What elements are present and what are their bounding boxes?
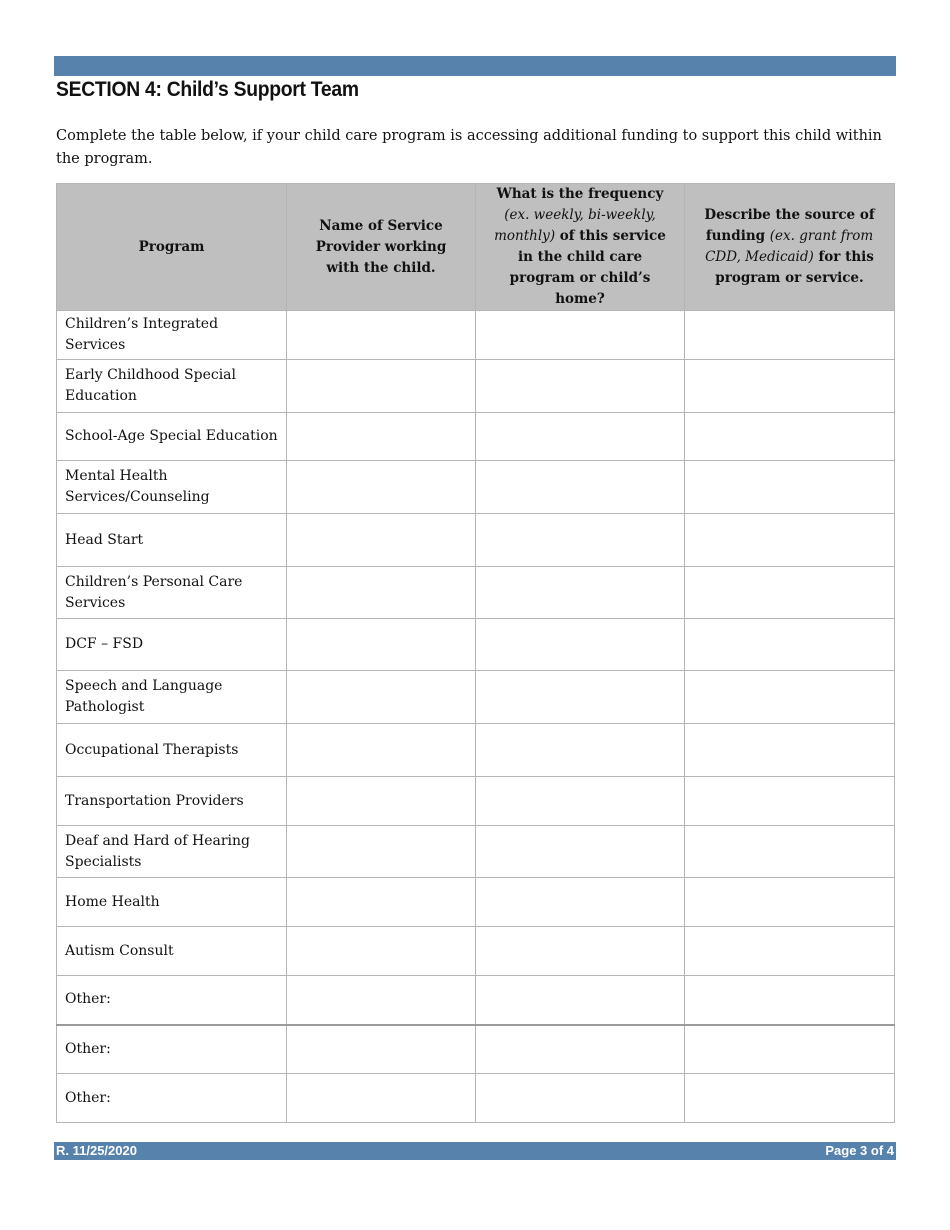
program-cell: Home Health: [57, 878, 287, 927]
program-cell: Speech and Language Pathologist: [57, 671, 287, 724]
provider-cell[interactable]: [287, 461, 476, 514]
frequency-cell[interactable]: [476, 461, 685, 514]
frequency-cell[interactable]: [476, 514, 685, 567]
header-program: Program: [57, 184, 287, 311]
header-provider: Name of Service Provider working with the child.: [287, 184, 476, 311]
program-cell: School-Age Special Education: [57, 413, 287, 461]
frequency-cell[interactable]: [476, 360, 685, 413]
frequency-cell[interactable]: [476, 1025, 685, 1074]
program-cell: DCF – FSD: [57, 619, 287, 671]
page-number: Page 3 of 4: [825, 1143, 894, 1158]
table-row: [57, 878, 895, 927]
provider-cell[interactable]: [287, 878, 476, 927]
frequency-cell[interactable]: [476, 619, 685, 671]
provider-cell[interactable]: [287, 567, 476, 619]
header-frequency-post: of this service in the child care program or child’s home?: [509, 228, 666, 307]
table-row: [57, 1074, 895, 1123]
funding-cell[interactable]: [685, 413, 895, 461]
frequency-cell[interactable]: [476, 413, 685, 461]
frequency-cell[interactable]: [476, 1074, 685, 1123]
header-funding-post: for this program or service.: [715, 249, 874, 286]
header-funding-examples: (ex. grant from CDD, Medicaid): [705, 228, 874, 265]
table-row: [57, 619, 895, 671]
frequency-cell[interactable]: [476, 777, 685, 826]
funding-cell[interactable]: [685, 777, 895, 826]
funding-cell[interactable]: [685, 311, 895, 360]
support-team-table: [56, 183, 895, 1123]
funding-cell[interactable]: [685, 878, 895, 927]
provider-cell[interactable]: [287, 826, 476, 878]
program-cell: Deaf and Hard of Hearing Specialists: [57, 826, 287, 878]
program-cell: Mental Health Services/Counseling: [57, 461, 287, 514]
funding-cell[interactable]: [685, 514, 895, 567]
table-row: [57, 311, 895, 360]
table-row: [57, 976, 895, 1025]
funding-cell[interactable]: [685, 976, 895, 1025]
provider-cell[interactable]: [287, 514, 476, 567]
funding-cell[interactable]: [685, 826, 895, 878]
funding-cell[interactable]: [685, 671, 895, 724]
funding-cell[interactable]: [685, 1074, 895, 1123]
frequency-cell[interactable]: [476, 567, 685, 619]
provider-cell[interactable]: [287, 724, 476, 777]
intro-text: Complete the table below, if your child care program is accessing additional funding to support this child within the program.: [56, 128, 882, 167]
funding-cell[interactable]: [685, 360, 895, 413]
provider-cell[interactable]: [287, 976, 476, 1025]
frequency-cell[interactable]: [476, 724, 685, 777]
frequency-cell[interactable]: [476, 311, 685, 360]
table-row: [57, 514, 895, 567]
provider-cell[interactable]: [287, 619, 476, 671]
program-cell: Children’s Integrated Services: [57, 311, 287, 360]
program-cell: Transportation Providers: [57, 777, 287, 826]
header-frequency: [476, 184, 685, 311]
provider-cell[interactable]: [287, 671, 476, 724]
program-cell: Children’s Personal Care Services: [57, 567, 287, 619]
table-row: [57, 360, 895, 413]
frequency-cell[interactable]: [476, 671, 685, 724]
provider-cell[interactable]: [287, 360, 476, 413]
footer-bar: [54, 1142, 896, 1160]
frequency-cell[interactable]: [476, 826, 685, 878]
table-row: [57, 671, 895, 724]
table-row: [57, 826, 895, 878]
program-cell: Other:: [57, 976, 287, 1025]
table-row: [57, 413, 895, 461]
table-row: [57, 461, 895, 514]
section-title: SECTION 4: Child’s Support Team: [56, 78, 359, 101]
program-cell: Other:: [57, 1074, 287, 1123]
funding-cell[interactable]: [685, 461, 895, 514]
program-cell: Head Start: [57, 514, 287, 567]
funding-cell[interactable]: [685, 724, 895, 777]
revision-date: R. 11/25/2020: [56, 1143, 137, 1158]
table-header-row: [57, 184, 895, 311]
provider-cell[interactable]: [287, 311, 476, 360]
program-cell: Occupational Therapists: [57, 724, 287, 777]
table-row: [57, 777, 895, 826]
program-cell: Autism Consult: [57, 927, 287, 976]
frequency-cell[interactable]: [476, 976, 685, 1025]
top-accent-bar: [54, 56, 896, 76]
funding-cell[interactable]: [685, 619, 895, 671]
frequency-cell[interactable]: [476, 878, 685, 927]
funding-cell[interactable]: [685, 567, 895, 619]
table-row: [57, 927, 895, 976]
provider-cell[interactable]: [287, 1025, 476, 1074]
table-row: [57, 1025, 895, 1074]
provider-cell[interactable]: [287, 777, 476, 826]
table-row: [57, 567, 895, 619]
program-cell: Other:: [57, 1025, 287, 1074]
provider-cell[interactable]: [287, 413, 476, 461]
table-row: [57, 724, 895, 777]
frequency-cell[interactable]: [476, 927, 685, 976]
program-cell: Early Childhood Special Education: [57, 360, 287, 413]
header-funding: [685, 184, 895, 311]
funding-cell[interactable]: [685, 1025, 895, 1074]
provider-cell[interactable]: [287, 927, 476, 976]
header-frequency-examples: (ex. weekly, bi-weekly, monthly): [494, 207, 656, 244]
header-frequency-pre: What is the frequency: [496, 186, 664, 202]
header-funding-pre: Describe the source of funding: [704, 207, 875, 244]
funding-cell[interactable]: [685, 927, 895, 976]
provider-cell[interactable]: [287, 1074, 476, 1123]
